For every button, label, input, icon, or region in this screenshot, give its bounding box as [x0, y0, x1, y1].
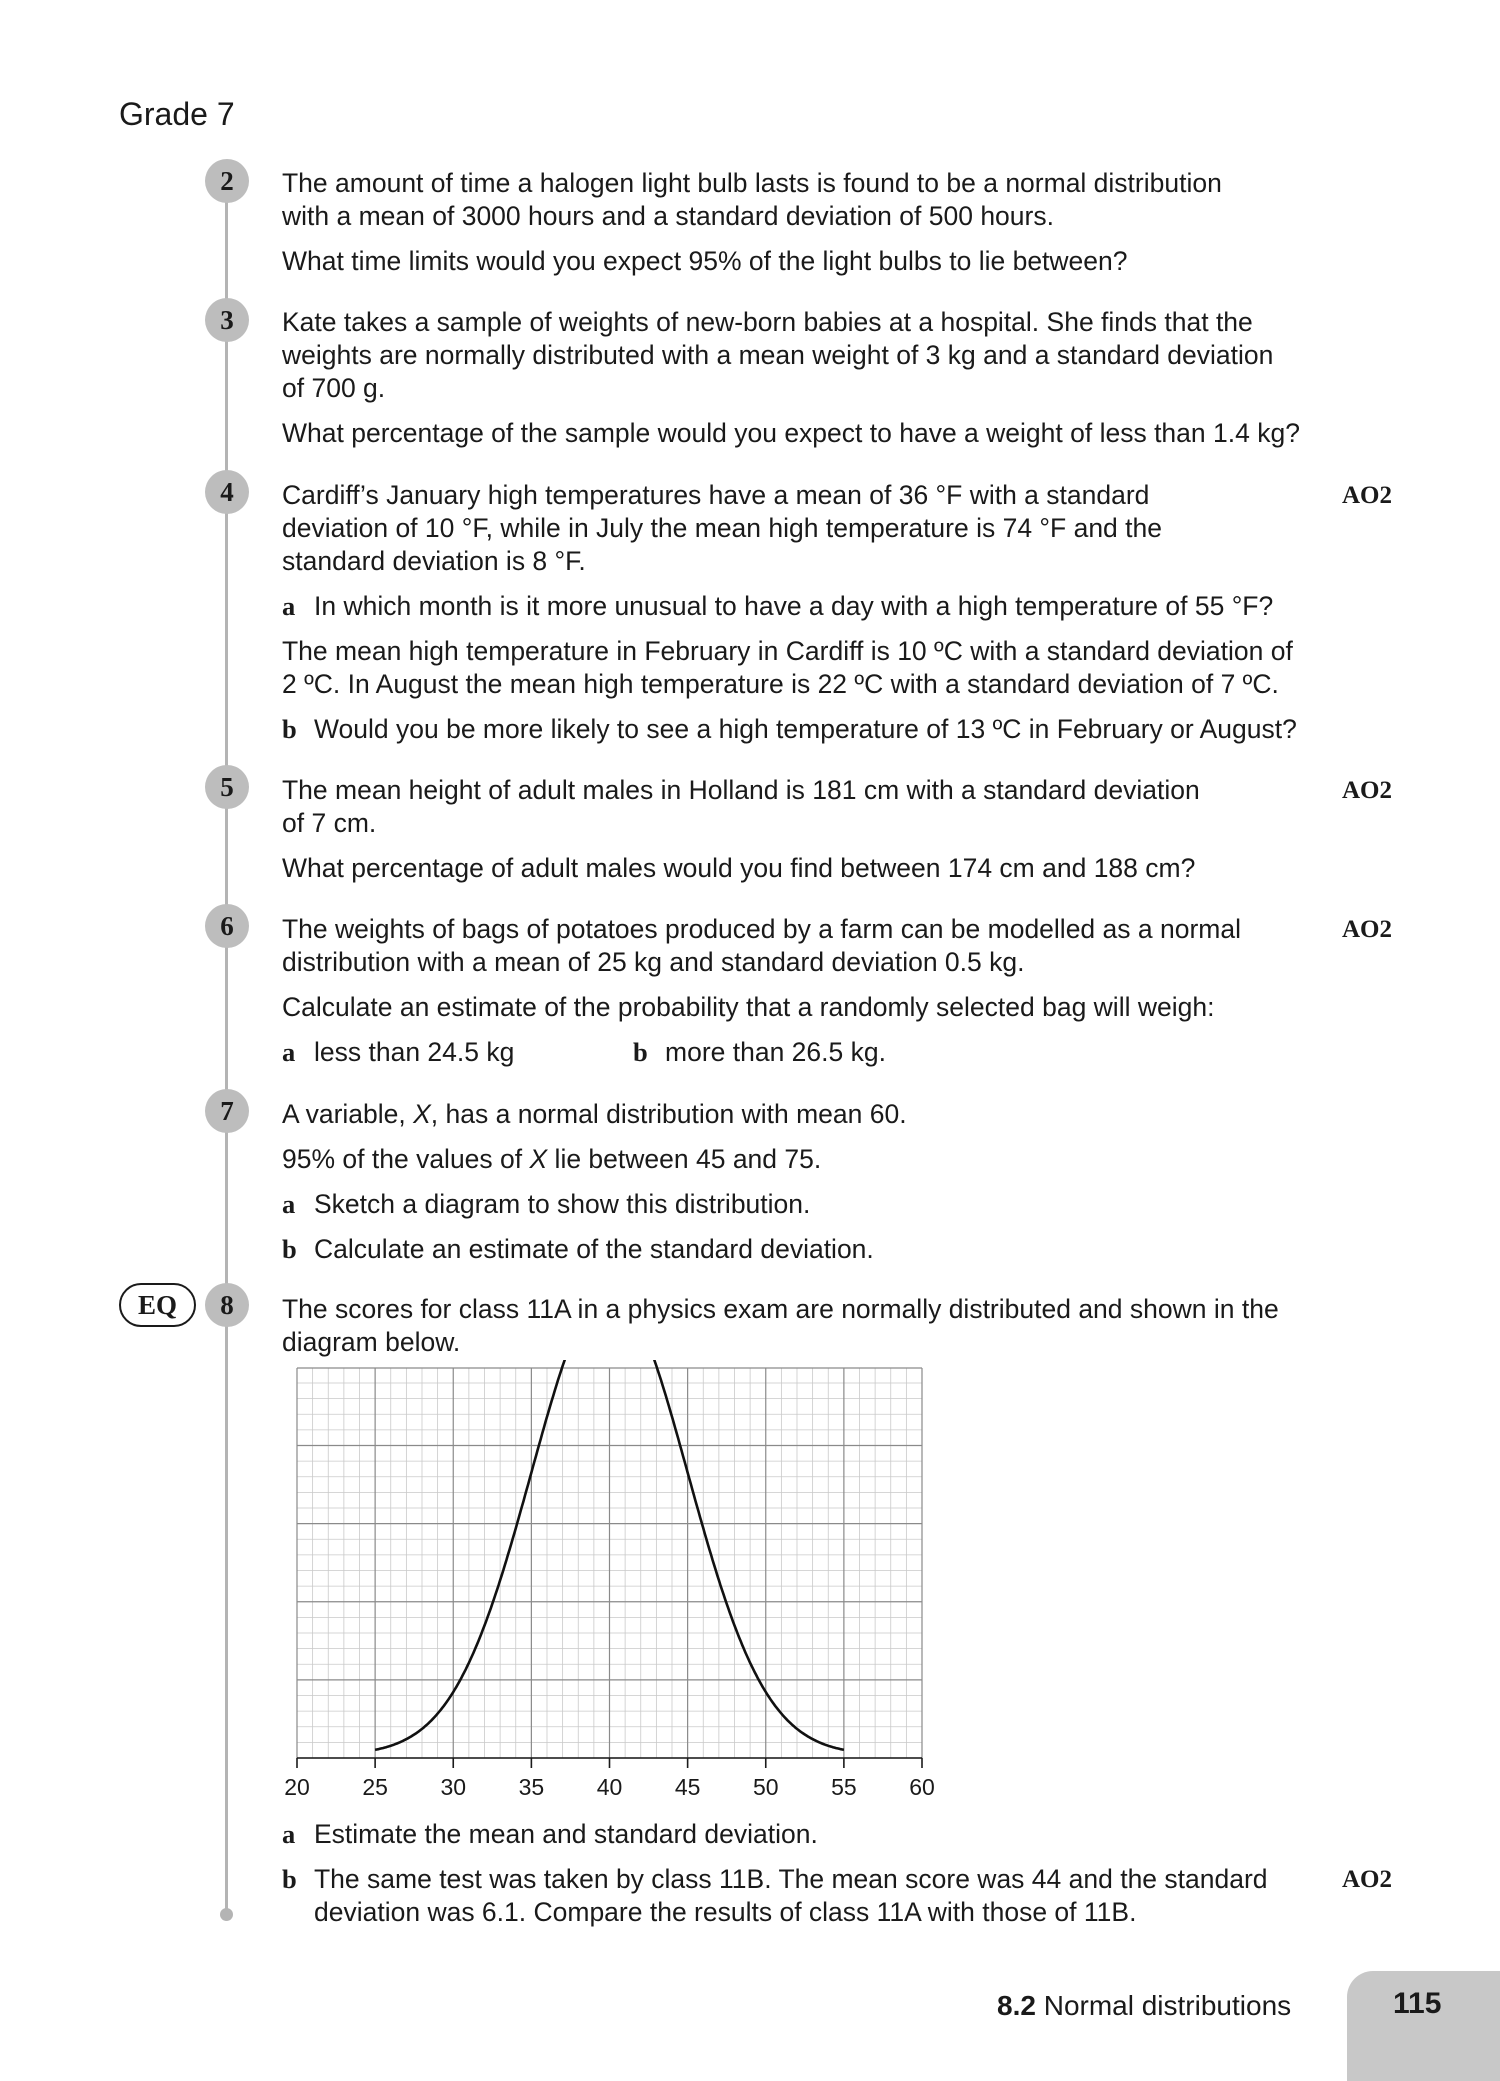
q8-part-b-line-2: deviation was 6.1. Compare the results of class 11A with those of 11B. [314, 1897, 1137, 1927]
question-rail [225, 200, 228, 1910]
q4-line-2: deviation of 10 °F, while in July the mean high temperature is 74 °F and the [282, 513, 1162, 543]
section-number: 8.2 [997, 1990, 1036, 2021]
question-number-3: 3 [205, 298, 249, 342]
x-tick-label-50: 50 [752, 1774, 779, 1800]
q6-line-2: distribution with a mean of 25 kg and standard deviation 0.5 kg. [282, 947, 1025, 977]
q8-part-a [282, 1818, 818, 1851]
q7-part-a-label: a [282, 1189, 296, 1219]
q6-part-a-label: a [282, 1037, 296, 1067]
question-number-5: 5 [205, 765, 249, 809]
q5-ao-tag: AO2 [1342, 777, 1392, 804]
q4-middle-line-1: The mean high temperature in February in Cardiff is 10 ºC with a standard deviation of [282, 636, 1293, 666]
q2-line-1: The amount of time a halogen light bulb lasts is found to be a normal distribution [282, 168, 1222, 198]
question-number-6: 6 [205, 904, 249, 948]
q7-line-2 [282, 1143, 1367, 1176]
q5-line-1: The mean height of adult males in Holland is 181 cm with a standard deviation [282, 775, 1200, 805]
q4-part-a-text: In which month is it more unusual to have a day with a high temperature of 55 °F? [314, 591, 1274, 621]
q5-question: What percentage of adult males would you find between 174 cm and 188 cm? [282, 853, 1196, 883]
chart-x-ticks [297, 1758, 922, 1768]
q2-line-2: with a mean of 3000 hours and a standard deviation of 500 hours. [282, 201, 1054, 231]
q8-part-a-label: a [282, 1819, 296, 1849]
question-rail-end [220, 1908, 233, 1921]
q3-line-1: Kate takes a sample of weights of new-born babies at a hospital. She finds that the [282, 307, 1253, 337]
x-tick-label-30: 30 [440, 1774, 467, 1800]
q8-part-b-line-1: The same test was taken by class 11B. The mean score was 44 and the standard [314, 1864, 1268, 1894]
q3-line-2: weights are normally distributed with a mean weight of 3 kg and a standard deviation [282, 340, 1274, 370]
q8-ao-tag: AO2 [1342, 1866, 1392, 1893]
q6-ao-tag: AO2 [1342, 916, 1392, 943]
x-tick-label-60: 60 [909, 1774, 935, 1800]
q5-line-2: of 7 cm. [282, 808, 377, 838]
x-tick-label-20: 20 [284, 1774, 310, 1800]
q3-line-3: of 700 g. [282, 373, 386, 403]
q8-part-b [282, 1863, 1268, 1896]
chart-x-tick-labels [284, 1774, 935, 1800]
q7-part-b-text: Calculate an estimate of the standard deviation. [314, 1234, 874, 1264]
q4-part-a-label: a [282, 591, 296, 621]
q8-part-b-label: b [282, 1864, 297, 1894]
q4-line-3: standard deviation is 8 °F. [282, 546, 586, 576]
q4-middle-line-2: 2 ºC. In August the mean high temperature is 22 ºC with a standard deviation of 7 ºC. [282, 669, 1279, 699]
page-number: 115 [1393, 1987, 1442, 2020]
section-title: Normal distributions [1035, 1990, 1292, 2021]
q8-line-1: The scores for class 11A in a physics exam are normally distributed and shown in the [282, 1294, 1279, 1324]
q2-question: What time limits would you expect 95% of the light bulbs to lie between? [282, 246, 1128, 276]
q7-line-1-start: A variable, [282, 1099, 414, 1129]
q8-part-a-text: Estimate the mean and standard deviation. [314, 1819, 818, 1849]
q7-line-1-end: , has a normal distribution with mean 60. [430, 1099, 907, 1129]
q7-variable: X [413, 1099, 431, 1129]
x-tick-label-40: 40 [596, 1774, 623, 1800]
q4-part-b-label: b [282, 714, 297, 744]
q6-part-a-text: less than 24.5 kg [314, 1037, 515, 1067]
q6-part-b-text: more than 26.5 kg. [665, 1037, 886, 1067]
q4-line-1: Cardiff’s January high temperatures have a mean of 36 °F with a standard [282, 480, 1150, 510]
q6-part-b-label: b [633, 1037, 648, 1067]
x-tick-label-25: 25 [362, 1774, 388, 1800]
exam-question-badge: EQ [119, 1283, 196, 1327]
q6-question: Calculate an estimate of the probability that a randomly selected bag will weigh: [282, 992, 1215, 1022]
question-number-2: 2 [205, 159, 249, 203]
q4-part-a [282, 590, 1273, 623]
q7-part-b [282, 1233, 874, 1266]
normal-distribution-chart [270, 1360, 940, 1810]
q7-part-a [282, 1188, 810, 1221]
grade-heading: Grade 7 [119, 96, 235, 132]
q7-part-a-text: Sketch a diagram to show this distribution. [314, 1189, 811, 1219]
question-number-7: 7 [205, 1089, 249, 1133]
x-tick-label-55: 55 [831, 1774, 857, 1800]
question-number-4: 4 [205, 470, 249, 514]
q4-ao-tag: AO2 [1342, 482, 1392, 509]
q7-line-1 [282, 1098, 1367, 1131]
q7-part-b-label: b [282, 1234, 297, 1264]
question-number-8: 8 [205, 1283, 249, 1327]
q7-line-2-start: 95% of the values of [282, 1144, 530, 1174]
x-tick-label-45: 45 [674, 1774, 701, 1800]
q6-part-b [633, 1036, 886, 1069]
x-tick-label-35: 35 [518, 1774, 545, 1800]
q7-line-2-end: lie between 45 and 75. [547, 1144, 822, 1174]
q7-variable: X [529, 1144, 548, 1174]
q3-question: What percentage of the sample would you expect to have a weight of less than 1.4 kg? [282, 418, 1300, 448]
q8-line-2: diagram below. [282, 1327, 461, 1357]
section-footer [997, 1990, 1291, 2022]
q4-part-b-text: Would you be more likely to see a high temperature of 13 ºC in February or August? [314, 714, 1297, 744]
q4-part-b [282, 713, 1297, 746]
q6-part-a [282, 1036, 514, 1069]
q6-line-1: The weights of bags of potatoes produced by a farm can be modelled as a normal [282, 914, 1241, 944]
